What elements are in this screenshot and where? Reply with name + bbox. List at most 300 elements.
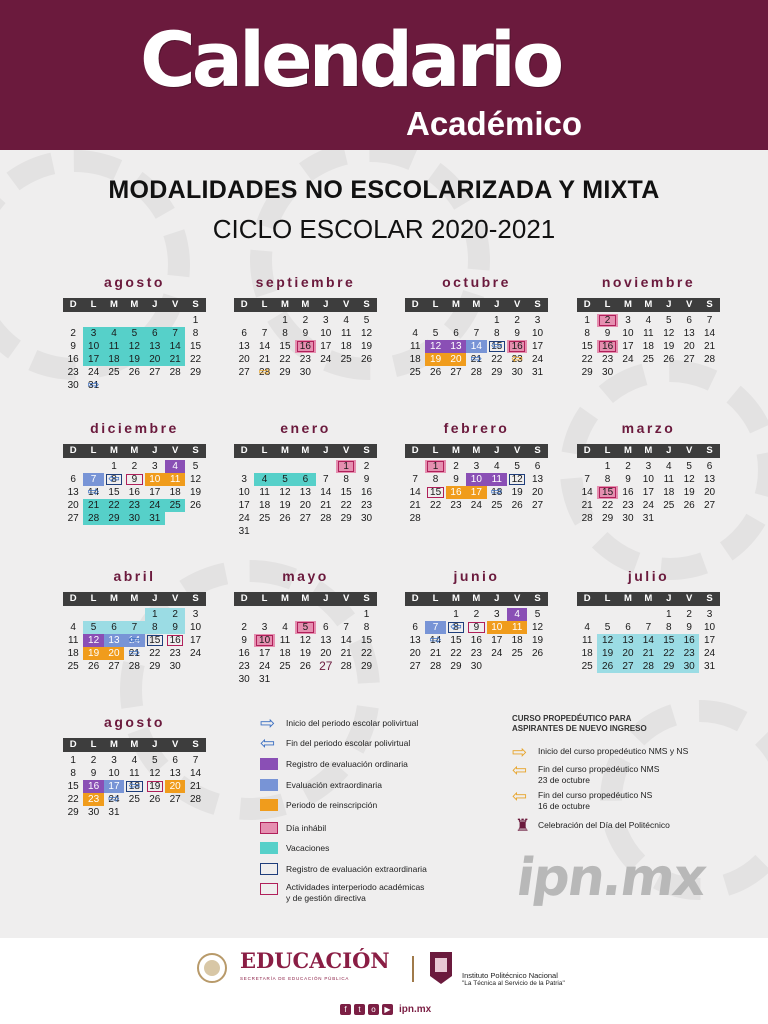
day-cell: 23 — [470, 648, 482, 659]
weekday-label: J — [323, 445, 329, 456]
legend-item: Registro de evaluación extraordinaria — [258, 862, 498, 876]
day-cell: 22 — [279, 354, 291, 365]
day-cell: 30 — [67, 380, 79, 391]
day-cell: 29 — [450, 661, 462, 672]
day-cell: 30 — [299, 367, 311, 378]
day-cell: 22 — [149, 648, 161, 659]
day-cell: 28 — [470, 367, 482, 378]
day-cell: 5 — [665, 315, 672, 326]
day-cell: 27 — [683, 354, 695, 365]
day-cell: 4 — [104, 327, 124, 340]
day-cell: 27 — [67, 513, 79, 524]
day-cell: 8 — [145, 621, 165, 634]
empty-cell — [405, 314, 425, 327]
day-cell: 18 — [67, 648, 79, 659]
day-cell: 31 — [259, 674, 271, 685]
weekday-label: S — [192, 445, 199, 456]
day-cell: 17 — [83, 353, 103, 366]
day-cell: 26 — [189, 500, 202, 511]
day-cell: 3 — [706, 609, 713, 620]
weekday-label: L — [261, 299, 268, 310]
day-cell: 3 — [192, 609, 199, 620]
weekday-label: M — [110, 445, 118, 456]
day-cell: 10 — [703, 622, 716, 633]
day-cell: 16 — [507, 340, 527, 353]
day-cell: 5 — [686, 461, 692, 472]
day-cell: 8 — [584, 328, 590, 339]
day-cell: 19 — [189, 487, 202, 498]
legend-swatch — [260, 863, 278, 875]
day-cell: 27 — [618, 660, 638, 673]
day-cell: 6 — [172, 755, 178, 766]
weekday-label: S — [192, 593, 199, 604]
day-cell: 9 — [686, 622, 692, 633]
day-cell: 25 — [491, 500, 503, 511]
day-cell: 10 — [320, 328, 332, 339]
day-cell: 16 — [360, 487, 373, 498]
day-cell: 27 — [531, 500, 544, 511]
day-cell: 11 — [104, 340, 124, 353]
day-cell: 8 — [363, 622, 370, 633]
divider — [412, 956, 414, 982]
weekday-label: M — [644, 445, 653, 456]
empty-cell — [254, 608, 274, 621]
weekday-label: S — [534, 593, 541, 604]
day-cell: 19 — [299, 648, 311, 659]
weekday-label: V — [171, 299, 179, 310]
weekday-header — [63, 444, 206, 458]
day-cell: 4 — [412, 328, 418, 339]
day-cell: 2 — [597, 314, 617, 327]
day-cell: 11 — [129, 768, 140, 779]
empty-cell — [446, 314, 466, 327]
day-cell: 3 — [493, 609, 500, 620]
weekday-label: J — [666, 445, 672, 456]
day-cell: 18 — [340, 341, 352, 352]
day-cell: 9 — [625, 474, 631, 485]
weekday-label: M — [472, 593, 481, 604]
day-cell: 2 — [625, 461, 631, 472]
weekday-label: L — [432, 299, 439, 310]
day-cell: 10 — [254, 634, 274, 647]
weekday-label: V — [342, 593, 350, 604]
empty-cell — [425, 608, 445, 621]
day-cell: 21 — [638, 647, 658, 660]
day-cell: 18 — [409, 354, 421, 365]
weekday-label: J — [152, 299, 158, 310]
day-cell: 19 — [511, 487, 523, 498]
day-cell: 24 — [259, 661, 271, 672]
day-cell: 25 — [279, 661, 291, 672]
weekday-header — [577, 298, 720, 312]
day-cell: 19 — [145, 780, 165, 793]
day-cell: 22 — [659, 647, 679, 660]
day-cell: 19 — [83, 647, 103, 660]
day-cell: 5 — [83, 621, 103, 634]
day-cell: 9 — [124, 473, 144, 486]
day-cell: 26 — [88, 661, 100, 672]
day-cell: 26 — [128, 367, 140, 378]
day-cell: 8 — [192, 328, 199, 339]
day-cell: 29 — [189, 367, 202, 378]
empty-cell — [577, 608, 597, 621]
day-cell: 2 — [686, 609, 692, 620]
day-cell: 27 — [319, 659, 333, 673]
day-cell: ⇨ 21 — [466, 353, 486, 366]
month-7 — [577, 418, 720, 525]
day-cell: 16 — [470, 635, 482, 646]
day-cell: 26 — [683, 500, 695, 511]
day-cell: 4 — [254, 473, 274, 486]
day-cell: 4 — [507, 608, 527, 621]
day-cell: 26 — [511, 500, 523, 511]
weekday-label: M — [110, 299, 118, 310]
day-cell: 13 — [409, 635, 421, 646]
empty-cell — [234, 460, 254, 473]
propedeutico-legend: CURSO PROPEDÉUTICO PARA ASPIRANTES DE NUEVO INGRESO ⇨ Inicio del curso propedéutico NMS y NS ⇦ Fin del curso propedéutico NMS 23 de octubre ⇦ Fin del curso propedéutico NS 16 de octubre Celebración del Día del Politécnico — [512, 714, 752, 734]
day-cell: 15 — [145, 634, 165, 647]
day-cell: 16 — [238, 648, 250, 659]
empty-cell — [425, 314, 445, 327]
day-cell: 29 — [659, 660, 679, 673]
day-cell: 26 — [663, 354, 675, 365]
day-cell: 9 — [165, 621, 185, 634]
day-cell: 8 — [343, 474, 349, 485]
day-cell: 14 — [703, 328, 716, 339]
weekday-label: M — [110, 739, 118, 750]
day-cell: 14 — [466, 340, 486, 353]
day-cell: 6 — [241, 328, 247, 339]
month-name: julio — [627, 568, 670, 584]
day-cell: 25 — [409, 367, 421, 378]
day-cell: 23 — [124, 499, 144, 512]
day-cell: 14 — [638, 634, 658, 647]
ipn-watermark: ipn.mx — [512, 848, 709, 908]
day-cell: 8 — [70, 768, 76, 779]
legend-swatch — [260, 758, 278, 770]
day-cell: 28 — [340, 661, 352, 672]
weekday-label: V — [342, 299, 350, 310]
day-cell: 25 — [108, 367, 120, 378]
day-cell: 12 — [83, 634, 103, 647]
day-cell: 7 — [412, 474, 418, 485]
day-cell: 24 — [88, 367, 100, 378]
day-cell: 10 — [531, 328, 544, 339]
weekday-header — [234, 592, 377, 606]
weekday-label: M — [624, 593, 632, 604]
day-cell: 31 — [238, 526, 250, 537]
day-cell: 24 — [642, 500, 654, 511]
day-cell: 6 — [706, 461, 713, 472]
day-cell: 26 — [597, 660, 617, 673]
day-cell: 21 — [581, 500, 593, 511]
weekday-label: M — [624, 299, 632, 310]
header-banner — [0, 0, 768, 150]
day-cell: 12 — [663, 328, 675, 339]
day-cell: 4 — [282, 622, 288, 633]
month-12 — [63, 712, 206, 819]
day-cell: 3 — [645, 461, 652, 472]
weekday-label: D — [240, 299, 248, 310]
day-cell: 13 — [299, 487, 311, 498]
day-cell: 6 — [412, 622, 418, 633]
day-cell: 1 — [665, 609, 672, 620]
month-6 — [405, 418, 548, 525]
empty-cell — [336, 608, 356, 621]
weekday-label: D — [583, 445, 591, 456]
day-cell: 14 — [340, 635, 352, 646]
day-cell: 16 — [295, 340, 315, 353]
day-cell: 3 — [534, 315, 541, 326]
day-cell: 25 — [511, 648, 523, 659]
day-cell: 16 — [83, 780, 103, 793]
month-name: noviembre — [601, 274, 696, 290]
website-link[interactable]: ipn.mx — [399, 1004, 432, 1015]
empty-cell — [295, 608, 315, 621]
month-11 — [577, 566, 720, 673]
day-cell: 4 — [584, 622, 590, 633]
weekday-label: L — [90, 299, 97, 310]
empty-cell — [618, 608, 638, 621]
day-cell: 4 — [70, 622, 76, 633]
day-cell: ⇦ 8 — [446, 621, 466, 634]
day-cell: 21 — [703, 341, 716, 352]
day-cell: 11 — [279, 635, 291, 646]
day-cell: 17 — [189, 635, 202, 646]
day-cell: 16 — [597, 340, 617, 353]
day-cell: 15 — [597, 486, 617, 499]
weekday-label: M — [452, 593, 460, 604]
day-cell: 20 — [104, 647, 124, 660]
day-cell: 3 — [111, 755, 117, 766]
educacion-subtitle: SECRETARÍA DE EDUCACIÓN PÚBLICA — [240, 976, 350, 981]
orange-left-arrow-icon — [512, 790, 530, 802]
day-cell: 8 — [665, 622, 672, 633]
day-cell: 23 — [360, 500, 373, 511]
day-cell: ⇨ 21 — [124, 647, 144, 660]
day-cell: 22 — [67, 794, 79, 805]
day-cell: 12 — [597, 634, 617, 647]
day-cell: 23 — [67, 367, 79, 378]
day-cell: 24 — [703, 648, 716, 659]
orange-right-arrow-icon — [512, 746, 530, 758]
day-cell: ⇦ 14 — [124, 634, 144, 647]
day-cell: 10 — [145, 473, 165, 486]
sep-seal-icon — [192, 952, 232, 984]
day-cell: 17 — [703, 635, 716, 646]
day-cell: 18 — [663, 487, 675, 498]
month-3 — [577, 272, 720, 379]
ciclo-heading: CICLO ESCOLAR 2020-2021 — [212, 214, 556, 244]
weekday-label: D — [69, 299, 77, 310]
weekday-label: V — [513, 593, 521, 604]
day-cell: 8 — [282, 328, 288, 339]
day-cell: 15 — [581, 341, 593, 352]
weekday-label: M — [301, 445, 310, 456]
weekday-header — [234, 298, 377, 312]
day-cell: 3 — [151, 461, 158, 472]
day-cell: 20 — [703, 487, 716, 498]
day-cell: 20 — [299, 500, 311, 511]
empty-cell — [165, 314, 185, 327]
days-grid — [63, 608, 206, 673]
day-cell: 13 — [446, 340, 466, 353]
day-cell: 7 — [165, 327, 185, 340]
day-cell: 12 — [189, 474, 202, 485]
day-cell: 28 — [409, 513, 421, 524]
day-cell: 13 — [145, 340, 165, 353]
weekday-label: D — [411, 445, 419, 456]
weekday-label: S — [363, 445, 370, 456]
day-cell: 27 — [238, 367, 250, 378]
day-cell: 14 — [581, 487, 593, 498]
day-cell: 11 — [340, 328, 352, 339]
day-cell: 13 — [683, 328, 695, 339]
day-cell: 26 — [360, 354, 373, 365]
day-cell: 22 — [581, 354, 593, 365]
empty-cell — [275, 460, 295, 473]
month-10 — [405, 566, 548, 673]
day-cell: 31 — [145, 512, 165, 525]
empty-cell — [316, 608, 336, 621]
day-cell: 10 — [108, 768, 120, 779]
day-cell: 18 — [104, 353, 124, 366]
day-cell: 25 — [67, 661, 79, 672]
day-cell: 1 — [584, 315, 590, 326]
day-cell: 7 — [261, 328, 268, 339]
weekday-label: M — [301, 593, 310, 604]
day-cell: 7 — [124, 621, 144, 634]
day-cell: 9 — [241, 635, 247, 646]
day-cell: 1 — [70, 755, 76, 766]
ipn-motto: "La Técnica al Servicio de la Patria" — [462, 980, 565, 987]
day-cell: 30 — [511, 367, 523, 378]
empty-cell — [234, 314, 254, 327]
weekday-header — [577, 444, 720, 458]
weekday-label: M — [281, 445, 289, 456]
day-cell: 5 — [124, 327, 144, 340]
day-cell: 7 — [322, 474, 329, 485]
day-cell: 29 — [340, 513, 352, 524]
day-cell: 20 — [67, 500, 79, 511]
day-cell: 29 — [279, 367, 291, 378]
days-grid — [577, 314, 720, 379]
month-5 — [234, 418, 377, 538]
day-cell: 3 — [241, 474, 247, 485]
facebook-icon[interactable]: f — [340, 1004, 351, 1015]
day-cell: 12 — [531, 622, 544, 633]
day-cell: 12 — [299, 635, 311, 646]
day-cell: ⇨ 14 — [83, 486, 103, 499]
propedeutico-title-2: ASPIRANTES DE NUEVO INGRESO — [512, 724, 647, 733]
day-cell: 22 — [340, 500, 352, 511]
weekday-label: L — [604, 299, 611, 310]
instagram-icon[interactable]: o — [368, 1004, 379, 1015]
day-cell: 1 — [604, 461, 611, 472]
weekday-label: D — [240, 445, 248, 456]
day-cell: 21 — [340, 648, 352, 659]
day-cell: 25 — [165, 499, 185, 512]
day-cell: 17 — [622, 341, 634, 352]
day-cell: 18 — [259, 500, 271, 511]
weekday-label: S — [706, 445, 713, 456]
day-cell: ⇦ 23 — [507, 353, 527, 366]
day-cell: 10 — [642, 474, 654, 485]
day-cell: 11 — [259, 487, 270, 498]
weekday-label: S — [534, 299, 541, 310]
days-grid — [63, 460, 206, 525]
day-cell: 6 — [145, 327, 165, 340]
day-cell: 19 — [124, 353, 144, 366]
day-cell: 6 — [534, 461, 541, 472]
day-cell: 23 — [238, 661, 250, 672]
day-cell: 17 — [238, 500, 250, 511]
day-cell: 19 — [425, 353, 445, 366]
days-grid — [405, 460, 548, 525]
weekday-header — [577, 592, 720, 606]
day-cell: 30 — [622, 513, 634, 524]
weekday-label: J — [152, 739, 158, 750]
day-cell: ⇦ 15 — [487, 340, 507, 353]
day-cell: 23 — [83, 793, 103, 806]
month-2 — [405, 272, 548, 379]
empty-cell — [638, 608, 658, 621]
month-name: mayo — [282, 568, 329, 584]
day-cell: ⇨ 28 — [254, 366, 274, 379]
weekday-label: L — [604, 593, 611, 604]
legend-item: Actividades interperiodo académicas y de gestión directiva — [258, 882, 498, 896]
day-cell: 23 — [169, 648, 181, 659]
legend-item: Vacaciones — [258, 841, 498, 855]
day-cell: 6 — [686, 315, 692, 326]
month-name: junio — [453, 568, 500, 584]
day-cell: 2 — [131, 461, 138, 472]
day-cell: 1 — [282, 315, 288, 326]
day-cell: 12 — [683, 474, 695, 485]
ipn-logo-icon — [426, 950, 456, 986]
day-cell: 7 — [343, 622, 349, 633]
days-grid — [405, 314, 548, 379]
weekday-label: V — [171, 739, 179, 750]
day-cell: 10 — [487, 621, 507, 634]
day-cell: 14 — [320, 487, 332, 498]
day-cell: 13 — [320, 635, 332, 646]
weekday-label: S — [534, 445, 541, 456]
month-name: septiembre — [255, 274, 356, 290]
day-cell: 17 — [531, 341, 544, 352]
days-grid — [63, 314, 206, 392]
day-cell: 22 — [430, 500, 442, 511]
weekday-label: M — [452, 299, 460, 310]
day-cell: 13 — [104, 634, 124, 647]
day-cell: 1 — [425, 460, 445, 473]
day-cell: 31 — [531, 367, 544, 378]
youtube-icon[interactable]: ▶ — [382, 1004, 393, 1015]
day-cell: 29 — [602, 513, 614, 524]
weekday-label: V — [342, 445, 350, 456]
weekday-label: M — [472, 445, 481, 456]
twitter-icon[interactable]: t — [354, 1004, 365, 1015]
day-cell: 11 — [165, 473, 185, 486]
month-4 — [63, 418, 206, 525]
footer — [0, 938, 768, 1024]
empty-cell — [254, 314, 274, 327]
day-cell: 16 — [128, 487, 140, 498]
page-subtitle: Académico — [406, 105, 583, 142]
day-cell: 6 — [453, 328, 459, 339]
weekday-label: L — [261, 445, 268, 456]
empty-cell — [316, 460, 336, 473]
